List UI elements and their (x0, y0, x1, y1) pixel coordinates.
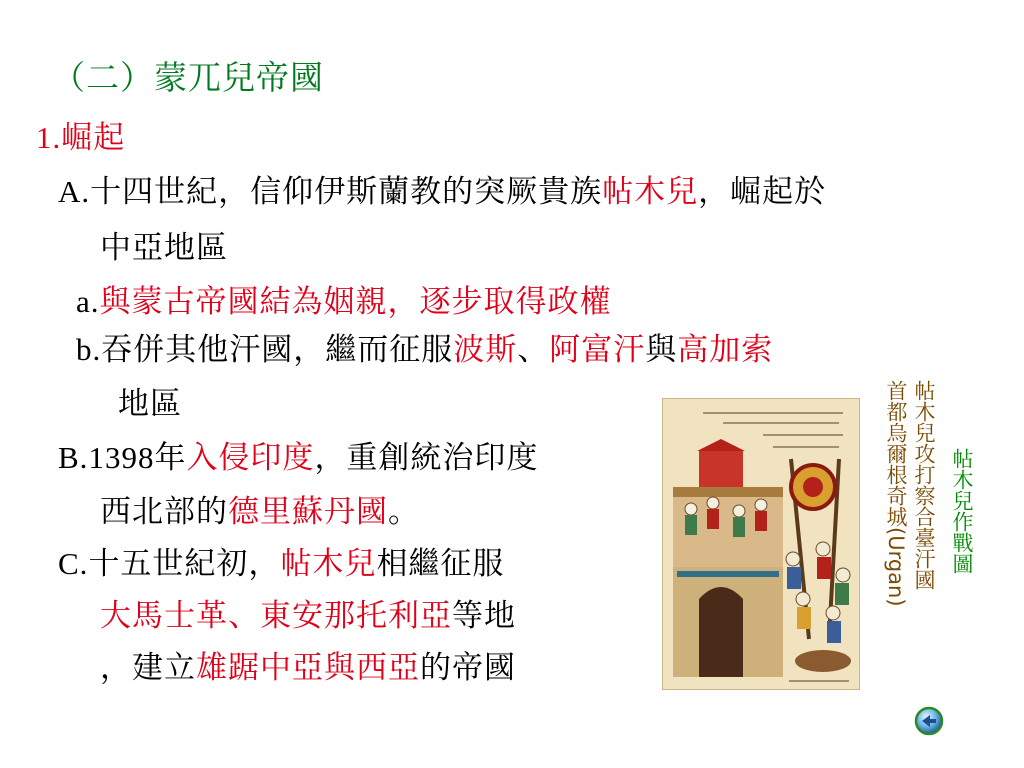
item-b-text: ，重創統治印度 (314, 440, 539, 476)
item-c-highlight-3: 雄踞中亞與西亞 (196, 650, 420, 686)
slide-title: （二）蒙兀兒帝國 (52, 58, 324, 97)
miniature-painting-illustration (663, 399, 859, 689)
item-b-text-2: 西北部的 (100, 494, 228, 530)
sub-b-marker: b. (76, 332, 102, 367)
item-c-highlight-2: 大馬士革、東安那托利亞 (100, 598, 452, 634)
item-a-marker: A. (58, 174, 91, 209)
sub-b-text: 吞併其他汗國，繼而征服 (101, 332, 454, 368)
sub-b-and: 與 (645, 332, 678, 368)
caption-battle-map: 帖木兒作戰圖 (950, 448, 974, 574)
item-a-highlight: 帖木兒 (602, 174, 699, 210)
sub-b-highlight-caucasus: 高加索 (677, 332, 774, 368)
item-b-period: 。 (388, 494, 420, 530)
section-number: 1. (36, 120, 62, 155)
section-title: 崛起 (61, 120, 126, 156)
item-b-highlight-2: 德里蘇丹國 (228, 494, 388, 530)
item-c-text-2: 相繼征服 (376, 546, 505, 582)
item-c-text: 十五世紀初， (88, 546, 281, 582)
item-b-year: 1398年 (88, 440, 187, 475)
sub-item-b-line-2: 地區 (118, 386, 182, 422)
item-a-text: 十四世紀，信仰伊斯蘭教的突厥貴族 (90, 174, 603, 210)
item-b-line-2 (100, 492, 420, 532)
back-button[interactable] (914, 706, 944, 736)
item-c-text-5: 的帝國 (420, 650, 516, 686)
sub-a-highlight: 與蒙古帝國結為姻親，逐步取得政權 (99, 284, 612, 320)
item-c-highlight: 帖木兒 (280, 546, 377, 582)
item-c-line-1 (58, 544, 504, 584)
sub-a-marker: a. (76, 284, 100, 319)
sub-item-b-line-1 (76, 330, 773, 370)
section-heading (36, 118, 125, 158)
timur-battle-painting (662, 398, 860, 690)
item-b-line-1 (58, 438, 538, 478)
back-arrow-icon (914, 706, 944, 736)
item-b-marker: B. (58, 440, 89, 475)
item-a-line-2: 中亞地區 (100, 230, 228, 266)
sub-b-highlight-persia: 波斯 (453, 332, 518, 368)
item-a-line-1 (58, 172, 826, 212)
sub-b-separator: 、 (517, 332, 550, 368)
item-b-highlight: 入侵印度 (186, 440, 315, 476)
caption-capital-urgench: 首都烏爾根奇城(Urgan) (884, 380, 908, 607)
item-c-line-3 (100, 648, 516, 688)
item-c-line-2 (100, 596, 516, 636)
caption-attack-chagatai: 帖木兒攻打察合臺汗國 (912, 380, 936, 590)
item-c-text-3: 等地 (452, 598, 516, 634)
item-c-text-4: ，建立 (100, 650, 196, 686)
item-c-marker: C. (58, 546, 89, 581)
sub-b-highlight-afghanistan: 阿富汗 (549, 332, 646, 368)
sub-item-a (76, 282, 612, 322)
item-a-text-2: ，崛起於 (698, 174, 827, 210)
